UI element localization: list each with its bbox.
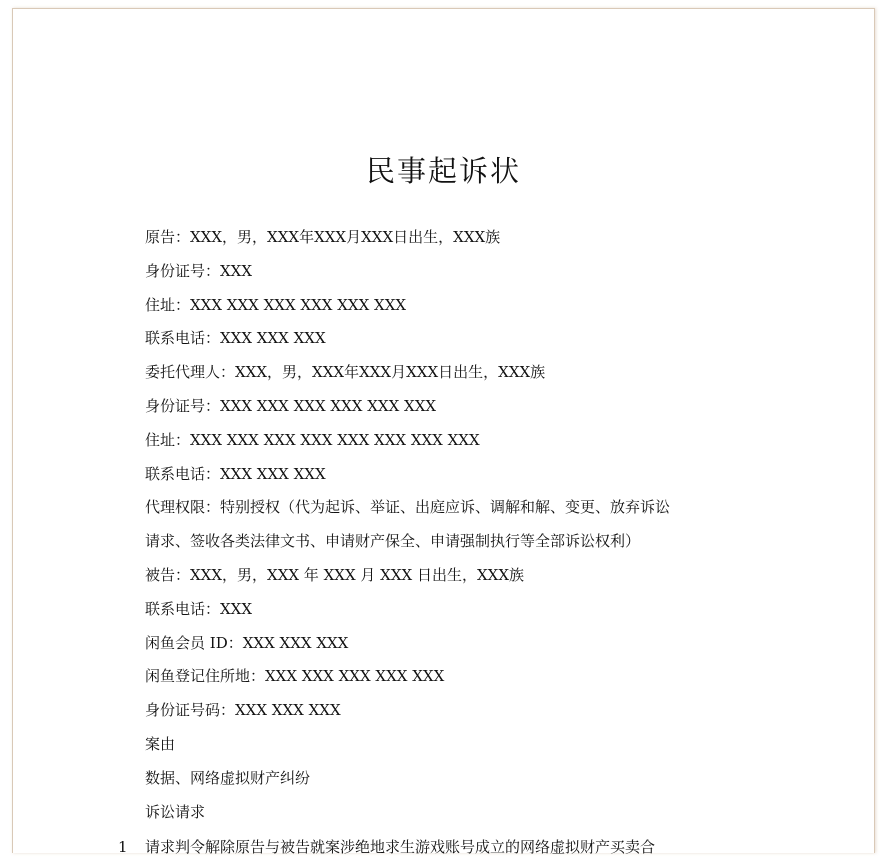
plaintiff-address-line: 住址：XXX XXX XXX XXX XXX XXX bbox=[145, 295, 407, 314]
agency-authority-continued-line: 请求、签收各类法律文书、申请财产保全、申请强制执行等全部诉讼权利） bbox=[145, 532, 641, 551]
document-page bbox=[12, 8, 875, 856]
claims-heading: 诉讼请求 bbox=[145, 802, 206, 821]
defendant-phone-line: 联系电话：XXX bbox=[145, 599, 253, 618]
agency-authority-line: 代理权限：特别授权（代为起诉、举证、出庭应诉、调解和解、变更、放弃诉讼 bbox=[145, 498, 671, 517]
defendant-registered-address-line: 闲鱼登记住所地：XXX XXX XXX XXX XXX bbox=[145, 667, 445, 686]
plaintiff-id-line: 身份证号：XXX bbox=[145, 261, 253, 280]
agent-address-line: 住址：XXX XXX XXX XXX XXX XXX XXX XXX bbox=[145, 430, 480, 449]
document-body bbox=[145, 221, 785, 829]
claim-item-number: 1 bbox=[118, 838, 128, 856]
defendant-line: 被告：XXX，男，XXX 年 XXX 月 XXX 日出生，XXX族 bbox=[145, 565, 525, 584]
agent-line: 委托代理人：XXX，男，XXX年XXX月XXX日出生，XXX族 bbox=[145, 363, 546, 382]
agent-phone-line: 联系电话：XXX XXX XXX bbox=[145, 464, 326, 483]
claim-item-1 bbox=[118, 831, 655, 865]
plaintiff-line: 原告：XXX，男，XXX年XXX月XXX日出生，XXX族 bbox=[145, 228, 501, 246]
cause-text: 数据、网络虚拟财产纠纷 bbox=[145, 768, 311, 787]
plaintiff-phone-line: 联系电话：XXX XXX XXX bbox=[145, 329, 326, 348]
claim-item-text: 请求判令解除原告与被告就案涉绝地求生游戏账号成立的网络虚拟财产买卖合 bbox=[145, 838, 656, 856]
document-title: 民事起诉状 bbox=[365, 154, 521, 188]
agent-id-line: 身份证号：XXX XXX XXX XXX XXX XXX bbox=[145, 396, 437, 415]
cause-heading: 案由 bbox=[145, 734, 176, 753]
defendant-member-id-line: 闲鱼会员 ID：XXX XXX XXX bbox=[145, 633, 349, 652]
defendant-id-line: 身份证号码：XXX XXX XXX bbox=[145, 701, 341, 720]
